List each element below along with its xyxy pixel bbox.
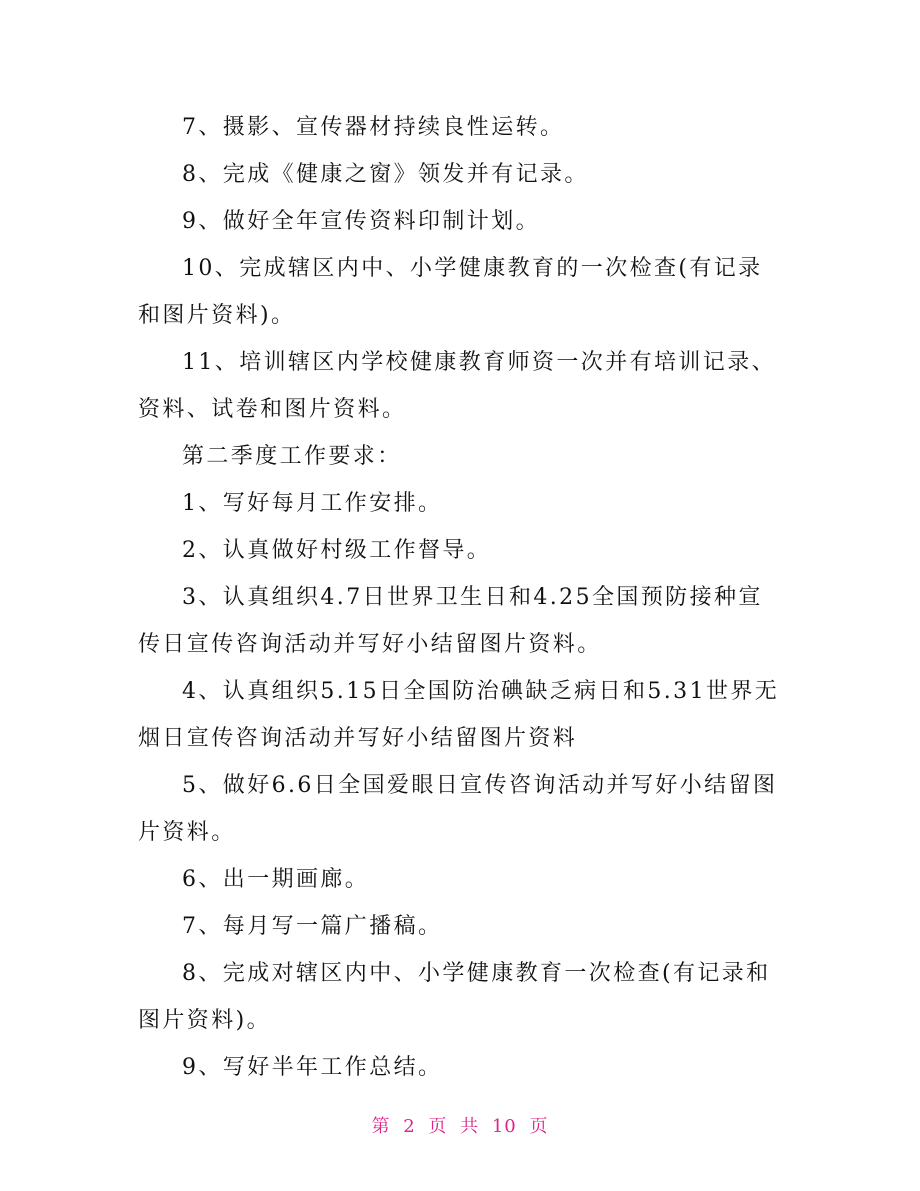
paragraph-item-10: 10、完成辖区内中、小学健康教育的一次检查(有记录和图片资料)。 xyxy=(138,256,763,328)
q2-item-2: 2、认真做好村级工作督导。 xyxy=(182,538,492,563)
q2-item-4: 4、认真组织5.15日全国防治碘缺乏病日和5.31世界无烟日宣传咨询活动并写好小结留图片资料 xyxy=(138,679,780,751)
q2-item-7: 7、每月写一篇广播稿。 xyxy=(182,914,443,939)
paragraph-item-8: 8、完成《健康之窗》领发并有记录。 xyxy=(182,162,589,187)
q2-item-6: 6、出一期画廊。 xyxy=(182,867,370,892)
page-number-footer: 第 2 页 共 10 页 xyxy=(371,1116,549,1137)
paragraph-item-7: 7、摄影、宣传器材持续良性运转。 xyxy=(182,115,565,140)
paragraph-item-11: 11、培训辖区内学校健康教育师资一次并有培训记录、资料、试卷和图片资料。 xyxy=(138,350,776,422)
q2-item-9: 9、写好半年工作总结。 xyxy=(182,1055,443,1080)
document-body xyxy=(138,104,784,1091)
q2-item-3: 3、认真组织4.7日世界卫生日和4.25全国预防接种宣传日宣传咨询活动并写好小结留图片资料。 xyxy=(138,585,763,657)
q2-item-8: 8、完成对辖区内中、小学健康教育一次检查(有记录和图片资料)。 xyxy=(138,961,771,1033)
q2-item-5: 5、做好6.6日全国爱眼日宣传咨询活动并写好小结留图片资料。 xyxy=(138,773,778,845)
paragraph-item-9: 9、做好全年宣传资料印制计划。 xyxy=(182,209,540,234)
q2-item-1: 1、写好每月工作安排。 xyxy=(182,491,443,516)
section-heading-q2: 第二季度工作要求： xyxy=(182,444,402,469)
